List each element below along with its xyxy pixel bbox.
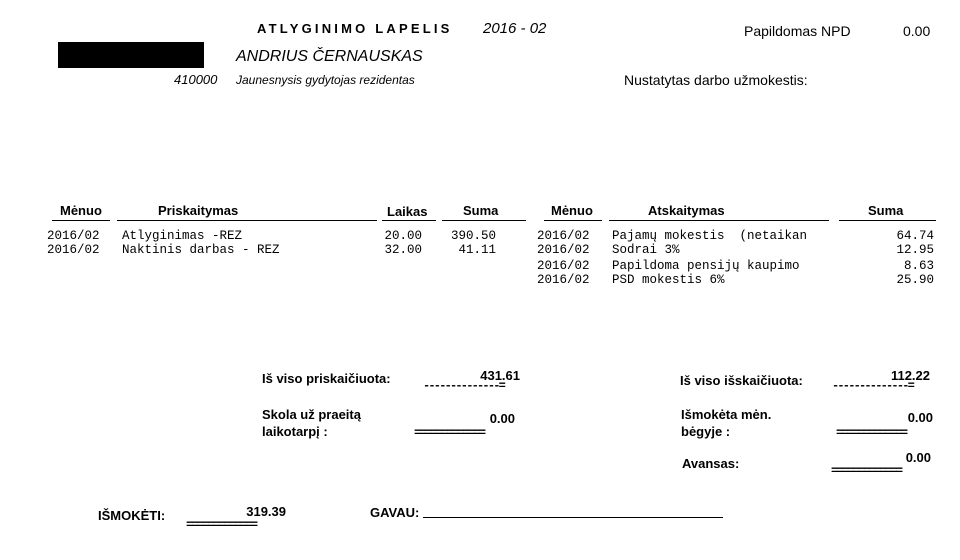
salary-label: Nustatytas darbo užmokestis: xyxy=(624,72,808,88)
col-month-2: Mėnuo xyxy=(551,203,593,218)
accrual-row-month: 2016/02 xyxy=(47,229,100,243)
period: 2016 - 02 xyxy=(483,20,547,37)
col-sum-2-underline xyxy=(839,220,936,221)
accrued-total-value: 431.61 xyxy=(480,368,520,383)
deduction-row-sum: 12.95 xyxy=(896,243,934,257)
advance-rule: ============= xyxy=(831,464,902,478)
debt-label-line-2: laikotarpį : xyxy=(262,424,328,439)
deduction-row-name: Pajamų mokestis (netaikan xyxy=(612,229,808,243)
accrual-row-sum: 41.11 xyxy=(458,243,496,257)
deduction-row-month: 2016/02 xyxy=(537,273,590,287)
col-time: Laikas xyxy=(387,204,428,219)
payout-value: 319.39 xyxy=(246,504,286,519)
received-label: GAVAU: xyxy=(370,505,420,520)
col-accruals-underline xyxy=(117,220,377,221)
employee-position: Jaunesnysis gydytojas rezidentas xyxy=(236,73,415,87)
col-deductions-underline xyxy=(609,220,829,221)
col-month-underline xyxy=(52,220,110,221)
employee-code: 410000 xyxy=(174,72,218,87)
npd-value: 0.00 xyxy=(903,23,931,39)
col-deductions: Atskaitymas xyxy=(648,203,725,218)
deducted-total-value: 112.22 xyxy=(890,368,930,383)
debt-rule: ============= xyxy=(414,426,485,440)
deducted-total-label: Iš viso išskaičiuota: xyxy=(680,373,803,388)
col-month-2-underline xyxy=(544,220,602,221)
accrued-total-label: Iš viso priskaičiuota: xyxy=(262,371,391,386)
paid-value: 0.00 xyxy=(907,410,933,425)
deduction-row-month: 2016/02 xyxy=(537,229,590,243)
npd-label: Papildomas NPD xyxy=(744,23,851,39)
payout-label: IŠMOKĖTI: xyxy=(98,508,166,523)
redacted-block xyxy=(58,42,204,68)
accrual-row-name: Atlyginimas -REZ xyxy=(122,229,243,243)
deduction-row-month: 2016/02 xyxy=(537,259,590,273)
accrual-row-time: 20.00 xyxy=(384,229,422,243)
col-accruals: Priskaitymas xyxy=(158,203,239,218)
advance-label: Avansas: xyxy=(682,456,740,471)
col-time-underline xyxy=(382,220,436,221)
col-sum-underline xyxy=(442,220,526,221)
paid-label-line-2: bėgyje : xyxy=(681,424,731,439)
debt-label-line-1: Skola už praeitą xyxy=(262,407,361,422)
accrual-row-name: Naktinis darbas - REZ xyxy=(122,243,280,257)
payout-rule: ============= xyxy=(186,518,257,532)
advance-value: 0.00 xyxy=(905,450,931,465)
col-sum: Suma xyxy=(463,203,499,218)
deducted-total-rule: --------------= xyxy=(832,379,914,393)
col-month: Mėnuo xyxy=(60,203,102,218)
paid-rule: ============= xyxy=(836,426,907,440)
document-title: ATLYGINIMO LAPELIS xyxy=(257,21,453,36)
employee-name: ANDRIUS ČERNAUSKAS xyxy=(236,48,423,65)
deduction-row-month: 2016/02 xyxy=(537,243,590,257)
col-sum-2: Suma xyxy=(868,203,904,218)
signature-line xyxy=(423,517,723,518)
accrual-row-month: 2016/02 xyxy=(47,243,100,257)
accrual-row-time: 32.00 xyxy=(384,243,422,257)
deduction-row-name: Sodrai 3% xyxy=(612,243,680,257)
deduction-row-name: PSD mokestis 6% xyxy=(612,273,725,287)
deduction-row-sum: 64.74 xyxy=(896,229,934,243)
accrual-row-sum: 390.50 xyxy=(450,229,496,243)
deduction-row-name: Papildoma pensijų kaupimo xyxy=(612,259,800,273)
deduction-row-sum: 25.90 xyxy=(896,273,934,287)
debt-value: 0.00 xyxy=(489,411,515,426)
deduction-row-sum: 8.63 xyxy=(903,259,934,273)
paid-label-line-1: Išmokėta mėn. xyxy=(681,407,772,422)
accrued-total-rule: --------------= xyxy=(423,379,505,393)
